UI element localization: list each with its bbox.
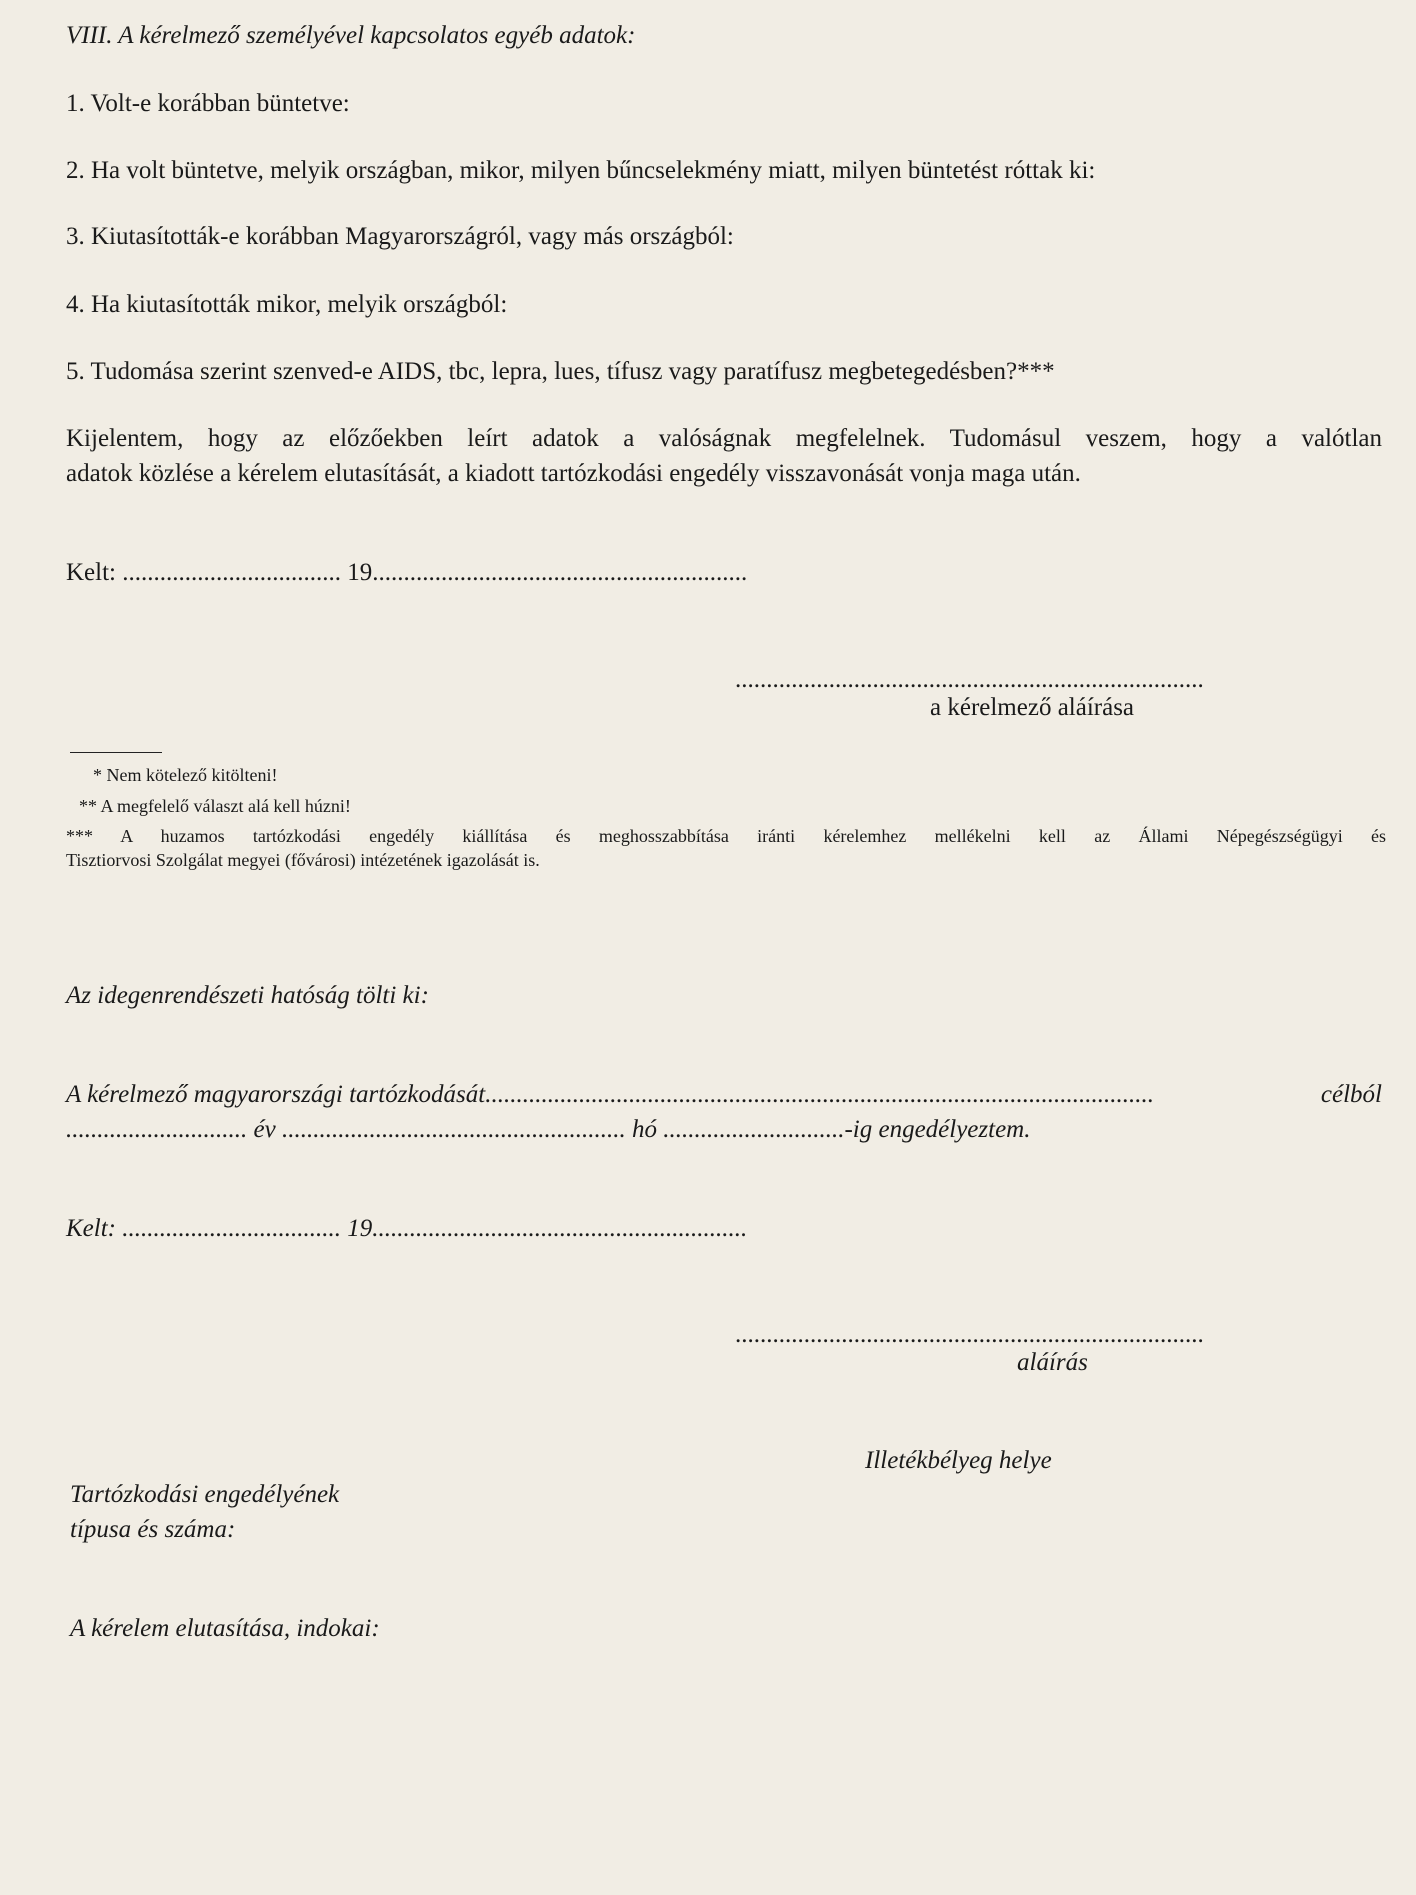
footnote-2: ** A megfelelő választ alá kell húzni! — [79, 796, 351, 816]
rejection-label: A kérelem elutasítása, indokai: — [70, 1615, 380, 1642]
kelt-label: Kelt: — [66, 559, 116, 586]
authority-title: Az idegenrendészeti hatóság tölti ki: — [66, 982, 429, 1009]
date-place-dots: ................................... — [122, 559, 341, 586]
duration-line — [66, 1115, 1030, 1145]
authority-signature-dots: ........................................................................... — [735, 1321, 1204, 1348]
applicant-signature-label: a kérelmező aláírása — [930, 694, 1135, 721]
purpose-label: célból — [1320, 1081, 1382, 1108]
until-label: -ig engedélyeztem. — [844, 1116, 1031, 1143]
declaration-line-1: Kijelentem, hogy az előzőekben leírt adatok a valóságnak megfelelnek. Tudomásul veszem, hogy a valótlan — [66, 425, 1382, 452]
duration-year-dots: ............................. — [66, 1116, 248, 1143]
duration-month-dots: ....................................................... — [281, 1116, 626, 1143]
question-5: 5. Tudomása szerint szenved-e AIDS, tbc, lepra, lues, tífusz vagy paratífusz megbetegedésben?*** — [66, 358, 1055, 385]
footnote-divider — [70, 752, 162, 753]
footnote-3-line-2: Tisztiorvosi Szolgálat megyei (fővárosi) intézetének igazolását is. — [66, 850, 540, 870]
stay-purpose-dots: ........................................................................................................... — [485, 1081, 1154, 1108]
question-2: 2. Ha volt büntetve, melyik országban, mikor, milyen bűncselekmény miatt, milyen büntetést róttak ki: — [66, 157, 1096, 184]
question-3: 3. Kiutasították-e korábban Magyarországról, vagy más országból: — [66, 223, 734, 250]
authority-kelt-label: Kelt: — [66, 1215, 116, 1242]
footnote-3-line-1: *** A huzamos tartózkodási engedély kiállítása és meghosszabbítása iránti kérelemhez mellékelni kell az Állami Népegészségügyi és — [66, 826, 1386, 846]
question-4: 4. Ha kiutasították mikor, melyik országból: — [66, 291, 508, 318]
applicant-signature-dots: ........................................................................... — [735, 666, 1204, 693]
authority-date-line — [66, 1214, 747, 1244]
date-dots: ............................................................ — [372, 559, 748, 586]
ho-label: hó — [631, 1116, 657, 1143]
authority-date-dots: ............................................................ — [372, 1215, 748, 1242]
declaration-line-2: adatok közlése a kérelem elutasítását, a kiadott tartózkodási engedély visszavonását vonja maga után. — [66, 460, 1081, 487]
authority-year-prefix: 19 — [347, 1215, 373, 1242]
permit-label-line-1: Tartózkodási engedélyének — [70, 1481, 340, 1508]
declaration — [66, 421, 1382, 491]
footnote-3 — [66, 824, 1386, 872]
footnote-1: * Nem kötelező kitölteni! — [93, 765, 278, 785]
section-title: VIII. A kérelmező személyével kapcsolatos egyéb adatok: — [66, 22, 636, 49]
authority-signature-label: aláírás — [1017, 1349, 1088, 1376]
stamp-place-label: Illetékbélyeg helye — [865, 1447, 1052, 1474]
year-prefix: 19 — [347, 559, 373, 586]
duration-day-dots: ............................. — [663, 1116, 845, 1143]
applicant-date-line — [66, 558, 747, 588]
authority-place-dots: ................................... — [122, 1215, 341, 1242]
ev-label: év — [253, 1116, 276, 1143]
permit-label-line-2: típusa és száma: — [70, 1516, 236, 1543]
question-1: 1. Volt-e korábban büntetve: — [66, 90, 350, 117]
stay-label: A kérelmező magyarországi tartózkodását — [66, 1081, 486, 1108]
stay-line — [66, 1080, 1382, 1110]
